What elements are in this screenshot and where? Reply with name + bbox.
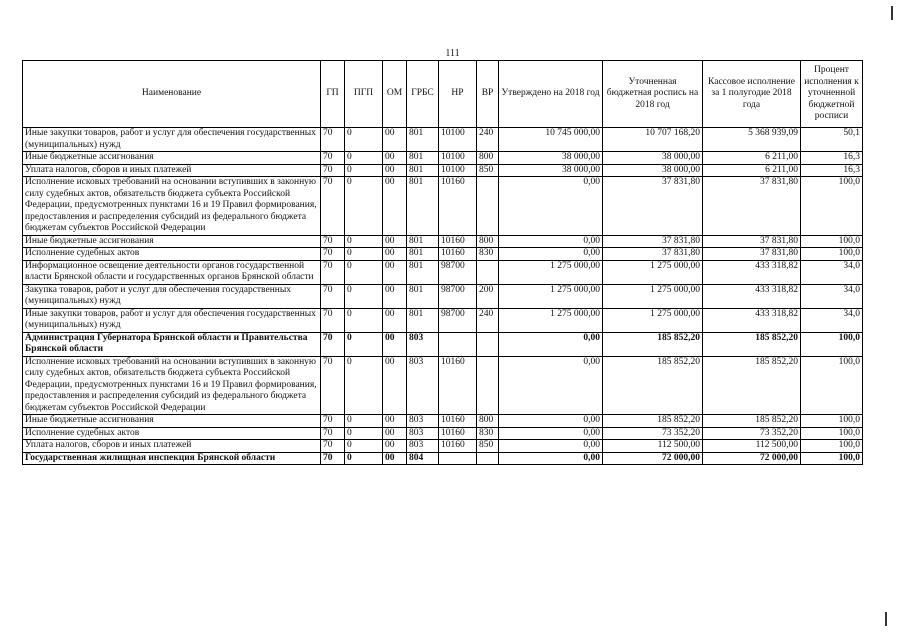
row-gp: 70 [321,177,345,236]
table-row [23,332,863,356]
row-om: 00 [383,308,407,332]
row-vr: 830 [477,248,499,261]
row-percent: 34,0 [801,284,863,308]
row-cash: 433 318,82 [703,308,801,332]
row-cash: 72 000,00 [703,452,801,465]
row-gp: 70 [321,415,345,428]
row-nr: 10100 [439,164,477,177]
row-om: 00 [383,332,407,356]
row-percent: 16,3 [801,152,863,165]
row-refined: 1 275 000,00 [603,284,703,308]
row-approved: 1 275 000,00 [499,260,603,284]
col-header: Утверждено на 2018 год [499,61,603,128]
row-gp: 70 [321,452,345,465]
table-row [23,260,863,284]
row-pgp: 0 [345,427,383,440]
table-row [23,308,863,332]
row-om: 00 [383,284,407,308]
row-om: 00 [383,356,407,415]
row-nr [439,332,477,356]
row-name: Иные бюджетные ассигнования [23,235,321,248]
row-percent: 100,0 [801,177,863,236]
table-header-row [23,61,863,128]
row-pgp: 0 [345,260,383,284]
row-name: Иные бюджетные ассигнования [23,152,321,165]
row-refined: 37 831,80 [603,177,703,236]
row-om: 00 [383,452,407,465]
row-approved: 0,00 [499,415,603,428]
row-name: Уплата налогов, сборов и иных платежей [23,164,321,177]
row-refined: 72 000,00 [603,452,703,465]
row-pgp: 0 [345,177,383,236]
row-om: 00 [383,248,407,261]
row-vr: 240 [477,308,499,332]
row-gp: 70 [321,284,345,308]
row-pgp: 0 [345,152,383,165]
row-grbs: 803 [407,356,439,415]
row-gp: 70 [321,308,345,332]
row-cash: 6 211,00 [703,152,801,165]
row-pgp: 0 [345,332,383,356]
row-approved: 0,00 [499,235,603,248]
row-gp: 70 [321,235,345,248]
col-header: ВР [477,61,499,128]
row-pgp: 0 [345,248,383,261]
row-approved: 0,00 [499,248,603,261]
col-header: НР [439,61,477,128]
row-vr: 800 [477,152,499,165]
row-approved: 0,00 [499,427,603,440]
row-cash: 6 211,00 [703,164,801,177]
row-refined: 10 707 168,20 [603,128,703,152]
row-percent: 100,0 [801,452,863,465]
row-refined: 38 000,00 [603,164,703,177]
row-grbs: 801 [407,248,439,261]
row-percent: 16,3 [801,164,863,177]
row-refined: 73 352,20 [603,427,703,440]
row-percent: 100,0 [801,235,863,248]
row-grbs: 803 [407,427,439,440]
row-nr: 98700 [439,260,477,284]
col-header: Наименование [23,61,321,128]
row-cash: 37 831,80 [703,177,801,236]
row-grbs: 801 [407,235,439,248]
row-percent: 34,0 [801,308,863,332]
scan-mark [885,612,887,626]
row-vr: 800 [477,235,499,248]
table-row [23,427,863,440]
row-name: Исполнение судебных актов [23,248,321,261]
row-vr: 850 [477,164,499,177]
row-grbs: 801 [407,128,439,152]
row-om: 00 [383,177,407,236]
row-name: Государственная жилищная инспекция Брянской области [23,452,321,465]
row-refined: 185 852,20 [603,332,703,356]
row-grbs: 801 [407,260,439,284]
row-name: Иные закупки товаров, работ и услуг для обеспечения государственных (муниципальных) нужд [23,128,321,152]
row-refined: 112 500,00 [603,440,703,453]
row-nr: 10160 [439,427,477,440]
row-name: Исполнение судебных актов [23,427,321,440]
row-nr: 10160 [439,235,477,248]
row-vr: 850 [477,440,499,453]
row-grbs: 801 [407,152,439,165]
row-pgp: 0 [345,308,383,332]
row-pgp: 0 [345,452,383,465]
row-name: Администрация Губернатора Брянской области и Правительства Брянской области [23,332,321,356]
row-gp: 70 [321,164,345,177]
table-row [23,452,863,465]
row-refined: 37 831,80 [603,235,703,248]
row-percent: 100,0 [801,248,863,261]
table-row [23,164,863,177]
row-grbs: 801 [407,164,439,177]
row-om: 00 [383,128,407,152]
row-cash: 37 831,80 [703,235,801,248]
table-body [23,128,863,465]
row-refined: 1 275 000,00 [603,308,703,332]
table-row [23,177,863,236]
row-name: Уплата налогов, сборов и иных платежей [23,440,321,453]
row-vr: 830 [477,427,499,440]
row-vr [477,332,499,356]
page-number: 111 [445,48,460,59]
row-vr [477,452,499,465]
row-percent: 100,0 [801,427,863,440]
row-grbs: 803 [407,415,439,428]
row-percent: 34,0 [801,260,863,284]
col-header: ГРБС [407,61,439,128]
row-name: Закупка товаров, работ и услуг для обеспечения государственных (муниципальных) нужд [23,284,321,308]
row-nr: 10160 [439,248,477,261]
table-row [23,248,863,261]
row-refined: 185 852,20 [603,415,703,428]
table-row [23,440,863,453]
row-nr: 98700 [439,284,477,308]
row-pgp: 0 [345,415,383,428]
row-percent: 100,0 [801,356,863,415]
row-gp: 70 [321,440,345,453]
row-pgp: 0 [345,440,383,453]
row-pgp: 0 [345,284,383,308]
row-cash: 185 852,20 [703,415,801,428]
row-pgp: 0 [345,356,383,415]
row-refined: 185 852,20 [603,356,703,415]
col-header: ГП [321,61,345,128]
row-nr [439,452,477,465]
row-approved: 10 745 000,00 [499,128,603,152]
row-gp: 70 [321,332,345,356]
row-om: 00 [383,440,407,453]
row-grbs: 801 [407,308,439,332]
table-row [23,152,863,165]
row-pgp: 0 [345,235,383,248]
row-om: 00 [383,152,407,165]
row-percent: 100,0 [801,332,863,356]
row-nr: 10160 [439,356,477,415]
row-nr: 10100 [439,128,477,152]
row-percent: 100,0 [801,440,863,453]
row-gp: 70 [321,128,345,152]
col-header: Процент исполнения к уточненной бюджетной росписи [801,61,863,128]
row-cash: 112 500,00 [703,440,801,453]
row-approved: 1 275 000,00 [499,308,603,332]
row-vr: 200 [477,284,499,308]
row-grbs: 801 [407,284,439,308]
col-header: ОМ [383,61,407,128]
row-om: 00 [383,427,407,440]
row-name: Иные бюджетные ассигнования [23,415,321,428]
table-row [23,128,863,152]
row-grbs: 803 [407,332,439,356]
row-cash: 433 318,82 [703,260,801,284]
col-header: Кассовое исполнение за 1 полугодие 2018 года [703,61,801,128]
row-gp: 70 [321,260,345,284]
row-approved: 0,00 [499,332,603,356]
row-grbs: 804 [407,452,439,465]
row-pgp: 0 [345,164,383,177]
row-cash: 5 368 939,09 [703,128,801,152]
row-name: Иные закупки товаров, работ и услуг для обеспечения государственных (муниципальных) нужд [23,308,321,332]
row-om: 00 [383,260,407,284]
row-nr: 98700 [439,308,477,332]
row-percent: 50,1 [801,128,863,152]
budget-table [22,60,863,465]
row-cash: 185 852,20 [703,332,801,356]
row-vr [477,177,499,236]
row-gp: 70 [321,356,345,415]
row-nr: 10160 [439,440,477,453]
row-name: Информационное освещение деятельности органов государственной власти Брянской области и государственных органов Брянской области [23,260,321,284]
row-approved: 38 000,00 [499,164,603,177]
row-refined: 38 000,00 [603,152,703,165]
row-nr: 10100 [439,152,477,165]
row-approved: 1 275 000,00 [499,284,603,308]
row-om: 00 [383,235,407,248]
row-approved: 0,00 [499,356,603,415]
row-approved: 0,00 [499,452,603,465]
row-refined: 1 275 000,00 [603,260,703,284]
row-approved: 0,00 [499,440,603,453]
row-approved: 0,00 [499,177,603,236]
row-gp: 70 [321,427,345,440]
scan-mark [891,6,893,20]
row-nr: 10160 [439,177,477,236]
row-cash: 73 352,20 [703,427,801,440]
row-cash: 433 318,82 [703,284,801,308]
row-nr: 10160 [439,415,477,428]
row-percent: 100,0 [801,415,863,428]
row-gp: 70 [321,248,345,261]
row-refined: 37 831,80 [603,248,703,261]
col-header: Уточненная бюджетная роспись на 2018 год [603,61,703,128]
row-gp: 70 [321,152,345,165]
row-vr [477,260,499,284]
row-grbs: 801 [407,177,439,236]
table-row [23,415,863,428]
row-name: Исполнение исковых требований на основании вступивших в законную силу судебных актов, обязательств бюджета субъекта Российской Федерации, предусмотренных пунктами 16 и 19 Правил формирования, предоставления и распределения субсидий из федерального бюджета бюджетам субъектов Российской Федерации [23,177,321,236]
table-row [23,356,863,415]
col-header: ПГП [345,61,383,128]
table-row [23,235,863,248]
row-pgp: 0 [345,128,383,152]
table-row [23,284,863,308]
row-grbs: 803 [407,440,439,453]
row-approved: 38 000,00 [499,152,603,165]
row-cash: 185 852,20 [703,356,801,415]
row-vr: 800 [477,415,499,428]
row-name: Исполнение исковых требований на основании вступивших в законную силу судебных актов, обязательств бюджета субъекта Российской Федерации, предусмотренных пунктами 16 и 19 Правил формирования, предоставления и распределения субсидий из федерального бюджета бюджетам субъектов Российской Федерации [23,356,321,415]
row-om: 00 [383,164,407,177]
row-cash: 37 831,80 [703,248,801,261]
row-om: 00 [383,415,407,428]
row-vr: 240 [477,128,499,152]
row-vr [477,356,499,415]
